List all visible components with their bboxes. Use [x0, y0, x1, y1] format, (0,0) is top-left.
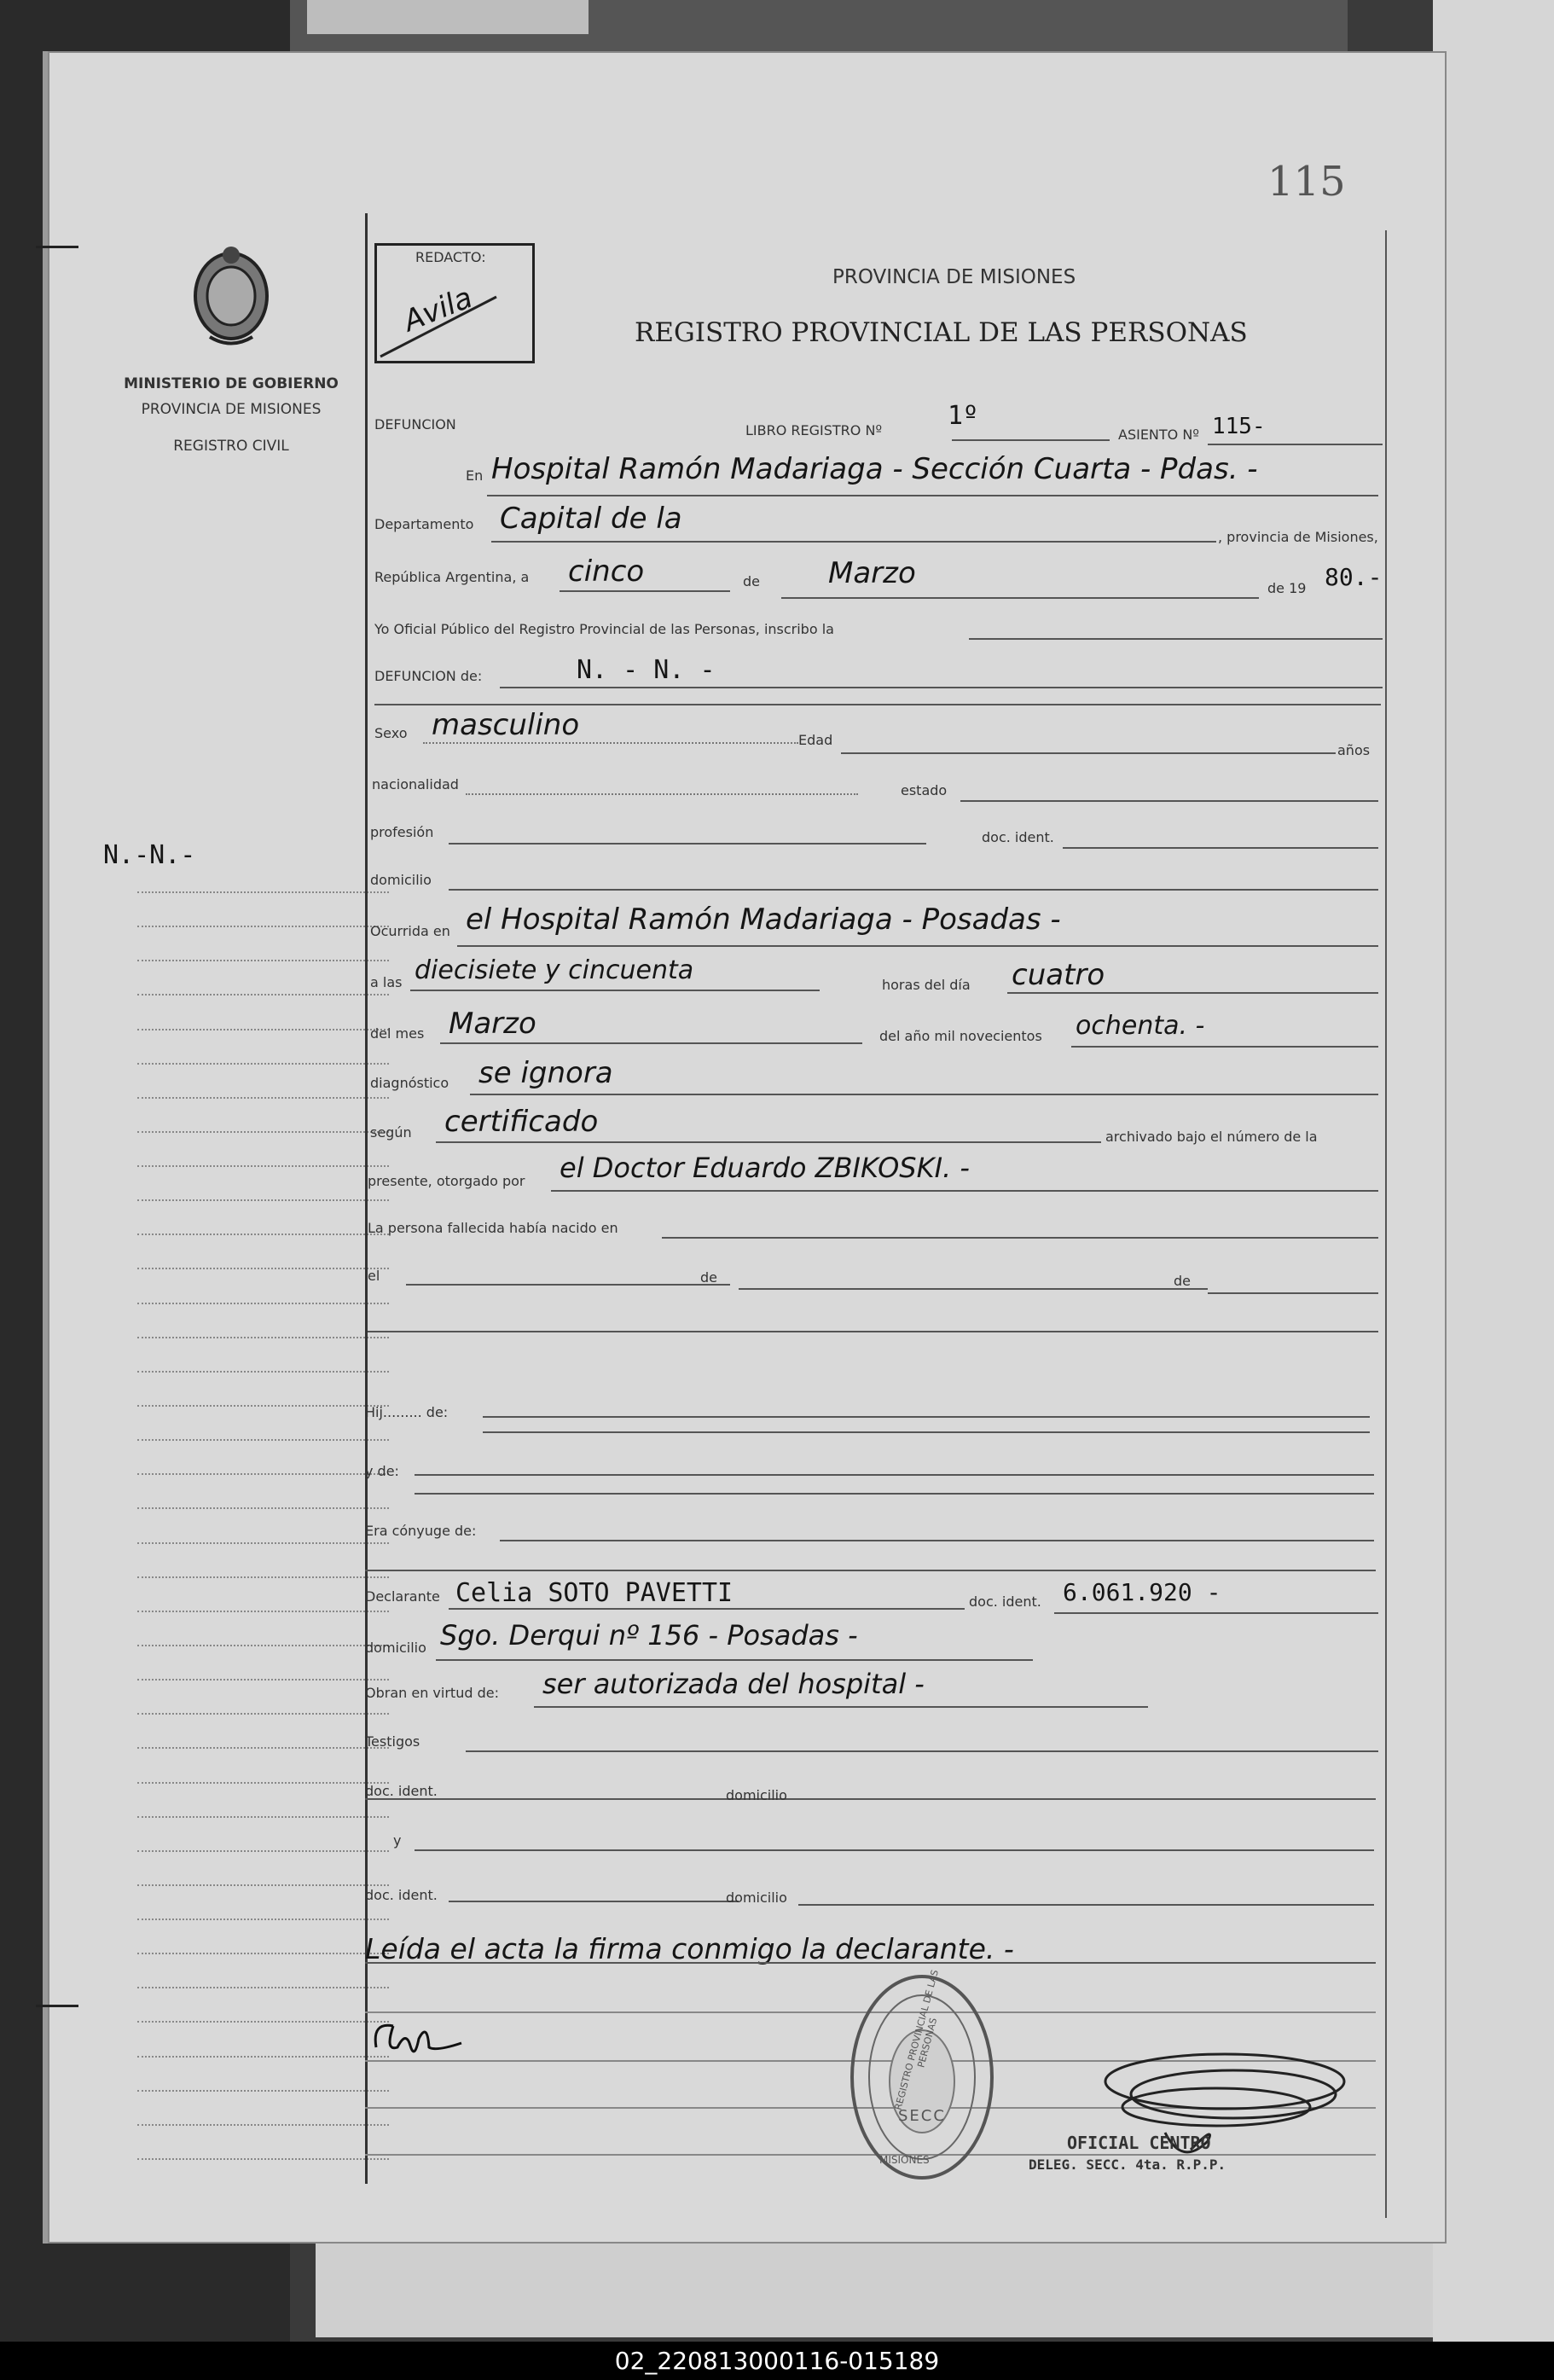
a-las-label: a las	[370, 974, 403, 990]
de3-label: de	[1174, 1273, 1191, 1289]
stub-line	[137, 1713, 389, 1715]
mes-value: Marzo	[828, 556, 916, 590]
header-title: REGISTRO PROVINCIAL DE LAS PERSONAS	[635, 317, 1248, 348]
margin-tick	[36, 246, 78, 248]
stamp-outer-text: REGISTRO PROVINCIAL DE LAS PERSONAS	[892, 1968, 941, 2111]
hij-label: Hij......... de:	[365, 1404, 449, 1420]
nacionalidad-label: nacionalidad	[372, 776, 459, 792]
provincia-suffix: , provincia de Misiones,	[1218, 529, 1378, 545]
stub-line	[137, 2124, 389, 2126]
ocurrida-label: Ocurrida en	[370, 923, 450, 939]
libro-label: LIBRO REGISTRO Nº	[745, 422, 882, 438]
official-stamp-line1: OFICIAL CENTRO	[1067, 2133, 1211, 2153]
en-label: En	[466, 467, 484, 484]
obran-label: Obran en virtud de:	[365, 1685, 499, 1701]
stub-line	[137, 2056, 389, 2058]
stub-line	[137, 1439, 389, 1441]
obran-value: ser autorizada del hospital -	[542, 1668, 925, 1700]
stub-line	[137, 1234, 389, 1235]
right-form-rule	[1385, 230, 1387, 2218]
page-number: 115	[1267, 158, 1346, 206]
del-mes-value: Marzo	[449, 1007, 536, 1041]
asiento-label: ASIENTO Nº	[1118, 427, 1199, 443]
y-de-label: y de:	[365, 1463, 399, 1479]
domicilio2-label: domicilio	[365, 1640, 426, 1656]
anio-prefix: de 19	[1267, 580, 1307, 596]
dia-value: cinco	[568, 554, 645, 589]
profesion-label: profesión	[370, 824, 434, 840]
stub-name-note: N.-N.-	[103, 840, 196, 870]
stub-line	[137, 1371, 389, 1373]
stub-line	[137, 1782, 389, 1784]
stub-line	[137, 1337, 389, 1338]
stub-province: PROVINCIA DE MISIONES	[141, 401, 322, 418]
stub-line	[137, 1473, 389, 1475]
diagnostico-label: diagnóstico	[370, 1075, 449, 1091]
sexo-value: masculino	[432, 708, 580, 742]
departamento-value: Capital de la	[500, 502, 682, 536]
segun-label: según	[370, 1124, 412, 1141]
oficial-text: Yo Oficial Público del Registro Provincial de las Personas, inscribo la	[374, 621, 834, 637]
stub-line	[137, 1679, 389, 1681]
stub-line	[137, 1165, 389, 1167]
declarante-label: Declarante	[365, 1588, 440, 1605]
presente-label: presente, otorgado por	[368, 1173, 525, 1189]
en-value: Hospital Ramón Madariaga - Sección Cuarta - Pdas. -	[491, 452, 1258, 486]
defuncion-de-value: N. - N. -	[577, 655, 716, 685]
anio-mil-label: del año mil novecientos	[879, 1028, 1042, 1044]
redacto-label: REDACTO:	[415, 249, 486, 265]
stub-office: REGISTRO CIVIL	[173, 438, 289, 455]
dia-muerte-value: cuatro	[1012, 958, 1105, 992]
declarante-value: Celia SOTO PAVETTI	[455, 1578, 734, 1608]
de-label: de	[743, 573, 760, 589]
de2-label: de	[700, 1269, 717, 1286]
anios-label: años	[1337, 742, 1371, 758]
stub-line	[137, 1029, 389, 1030]
header-province: PROVINCIA DE MISIONES	[832, 266, 1076, 288]
segun-value: certificado	[444, 1105, 599, 1139]
redacto-value: Avila	[398, 280, 478, 340]
el-label: el	[368, 1268, 380, 1284]
stub-line	[137, 1850, 389, 1852]
declarant-signature-icon	[368, 2013, 470, 2068]
sexo-label: Sexo	[374, 725, 408, 741]
stub-line	[137, 1542, 389, 1544]
stamp-inner-text: SECC	[898, 2107, 946, 2125]
book-top-highlight	[307, 0, 589, 34]
ministry-seal-icon	[184, 243, 278, 354]
domicilio-label: domicilio	[370, 872, 432, 888]
horas-label: horas del día	[882, 977, 971, 993]
stub-line	[137, 2021, 389, 2023]
stub-line	[137, 994, 389, 996]
stub-line	[137, 1199, 389, 1201]
del-mes-label: del mes	[370, 1025, 425, 1042]
republica-label: República Argentina, a	[374, 569, 530, 585]
y-label: y	[393, 1832, 402, 1849]
stub-line	[137, 1131, 389, 1133]
estado-label: estado	[901, 782, 948, 798]
stub-line	[137, 926, 389, 927]
edad-label: Edad	[798, 732, 833, 748]
a-las-value: diecisiete y cincuenta	[415, 955, 694, 985]
stub-line	[137, 1303, 389, 1304]
closing-text: Leída el acta la firma conmigo la declarante. -	[365, 1932, 1014, 1965]
official-stamp-line2: DELEG. SECC. 4ta. R.P.P.	[1029, 2157, 1226, 2173]
ocurrida-value: el Hospital Ramón Madariaga - Posadas -	[466, 903, 1061, 937]
defuncion-de-label: DEFUNCION de:	[374, 668, 483, 684]
archivado-label: archivado bajo el número de la	[1105, 1129, 1318, 1145]
stub-ministry: MINISTERIO DE GOBIERNO	[124, 375, 339, 392]
stamp-bottom-text: MISIONES	[879, 2154, 930, 2166]
stub-line	[137, 1268, 389, 1269]
stub-line	[137, 1097, 389, 1099]
stub-line	[137, 1884, 389, 1886]
filename-bar: 02_220813000116-015189	[0, 2342, 1554, 2380]
margin-tick	[36, 2005, 78, 2007]
libro-value: 1º	[948, 401, 979, 431]
doc-ident2-label: doc. ident.	[969, 1593, 1041, 1610]
stub-line	[137, 2158, 389, 2160]
defuncion-label: DEFUNCION	[374, 416, 456, 432]
doc-ident2-value: 6.061.920 -	[1063, 1578, 1221, 1606]
desk-right	[1433, 0, 1554, 2380]
stub-line	[137, 1987, 389, 1988]
anio-mil-value: ochenta. -	[1076, 1011, 1205, 1041]
stub-line	[137, 1611, 389, 1612]
presente-value: el Doctor Eduardo ZBIKOSKI. -	[560, 1152, 970, 1184]
conyuge-label: Era cónyuge de:	[365, 1523, 477, 1539]
stub-line	[137, 1816, 389, 1818]
stub-line	[137, 1645, 389, 1646]
anio-value: 80.-	[1325, 563, 1383, 591]
doc-ident3-label: doc. ident.	[365, 1783, 438, 1799]
domicilio2-value: Sgo. Derqui nº 156 - Posadas -	[440, 1619, 858, 1651]
asiento-value: 115-	[1212, 414, 1266, 439]
diagnostico-value: se ignora	[478, 1056, 613, 1090]
stub-line	[137, 960, 389, 961]
stub-line	[137, 1953, 389, 1954]
stub-line	[137, 1507, 389, 1509]
testigos-label: Testigos	[365, 1733, 420, 1750]
stub-line	[137, 2090, 389, 2092]
doc-ident4-label: doc. ident.	[365, 1887, 438, 1903]
stub-line	[137, 1576, 389, 1578]
departamento-label: Departamento	[374, 516, 474, 532]
domicilio3-label: domicilio	[726, 1787, 787, 1803]
domicilio4-label: domicilio	[726, 1889, 787, 1906]
stub-line	[137, 1405, 389, 1407]
nacido-label: La persona fallecida había nacido en	[368, 1220, 618, 1236]
register-page	[43, 51, 1447, 2244]
doc-ident-label: doc. ident.	[982, 829, 1054, 845]
stub-line	[137, 1063, 389, 1065]
stub-line	[137, 891, 389, 893]
stub-line	[137, 1747, 389, 1749]
redacto-box	[374, 243, 535, 363]
registry-stamp-icon	[845, 1968, 999, 2184]
stub-line	[137, 1919, 389, 1920]
